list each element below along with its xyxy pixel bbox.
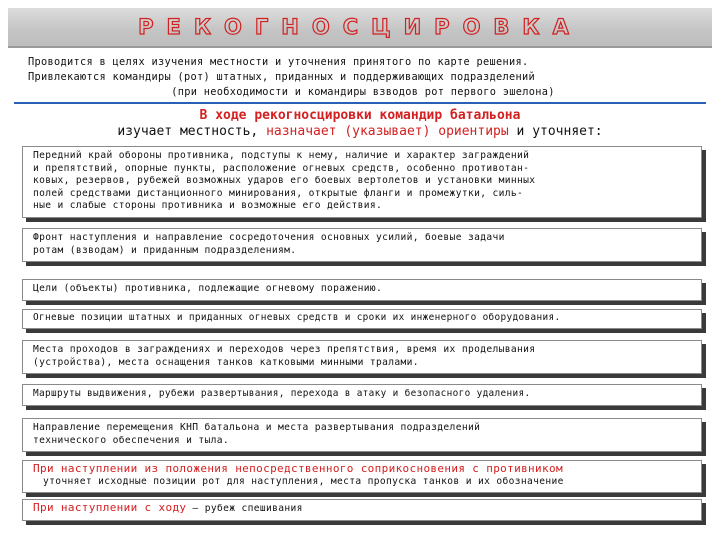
heading-part: уточняет:	[532, 124, 603, 139]
box-line: Направление перемещения КНП батальона и места развертывания подразделений	[33, 422, 481, 433]
divider	[14, 102, 706, 104]
section-heading	[0, 108, 720, 140]
heading-part-highlight: назначает (указывает) ориентиры	[266, 124, 509, 139]
box-line: Места проходов в заграждениях и переходов через препятствия, время их проделывания	[33, 344, 536, 355]
box-line: ковых, резервов, рубежей возможных ударов его боевых вертолетов и установки минных	[33, 175, 536, 187]
heading-line-1: В ходе рекогносцировки командир батальона	[199, 108, 521, 123]
clarify-box-march-offensive	[22, 499, 702, 521]
box-line: полей средствами дистанционного минирования, открытые фланги и промежутки, силь-	[33, 187, 524, 199]
clarify-box-firing-positions	[22, 309, 702, 329]
box-line: Цели (объекты) противника, подлежащие огневому поражению.	[33, 283, 383, 294]
box-line: и препятствий, опорные пункты, расположение огневых средств, особенно противотан-	[33, 162, 530, 174]
clarify-box-command-post	[22, 418, 702, 452]
heading-part: изучает местность,	[117, 124, 259, 139]
title-bar	[8, 8, 712, 48]
box-line: – рубеж спешивания	[192, 503, 303, 514]
box-line: Маршруты выдвижения, рубежи развертывания, перехода в атаку и безопасного удаления.	[33, 388, 531, 399]
clarify-box-contact-offensive	[22, 460, 702, 493]
intro-text	[28, 55, 698, 100]
heading-line-2	[0, 124, 720, 140]
intro-line: (при необходимости и командиры взводов рот первого эшелона)	[171, 86, 555, 98]
box-line: уточняет исходные позиции рот для наступления, места пропуска танков и их обозначение	[43, 475, 564, 487]
intro-line: Проводится в целях изучения местности и уточнения принятого по карте решения.	[28, 56, 529, 68]
clarify-box-passages	[22, 340, 702, 374]
box-line: (устройства), места оснащения танков катковыми минными тралами.	[33, 356, 419, 368]
box-line-highlight: При наступлении с ходу	[33, 502, 187, 514]
clarify-box-routes	[22, 384, 702, 406]
box-line-highlight: При наступлении из положения непосредственного соприкосновения с противником	[33, 463, 563, 475]
clarify-box-targets	[22, 279, 702, 301]
clarify-box-enemy	[22, 146, 702, 218]
heading-part: и	[516, 124, 525, 139]
box-line: технического обеспечения и тыла.	[33, 434, 230, 446]
page-title: РЕКОГНОСЦИРОВКА	[138, 15, 582, 39]
box-line: Огневые позиции штатных и приданных огневых средств и сроки их инженерного оборудования.	[33, 312, 561, 323]
box-line: Фронт наступления и направление сосредоточения основных усилий, боевые задачи	[33, 232, 505, 243]
box-line: ные и слабые стороны противника и возможные его действия.	[33, 200, 383, 212]
box-line: ротам (взводам) и приданным подразделениям.	[33, 244, 297, 256]
intro-line: Привлекаются командиры (рот) штатных, приданных и поддерживающих подразделений	[28, 71, 535, 83]
clarify-box-front	[22, 228, 702, 262]
box-line: Передний край обороны противника, подступы к нему, наличие и характер заграждений	[33, 150, 530, 161]
